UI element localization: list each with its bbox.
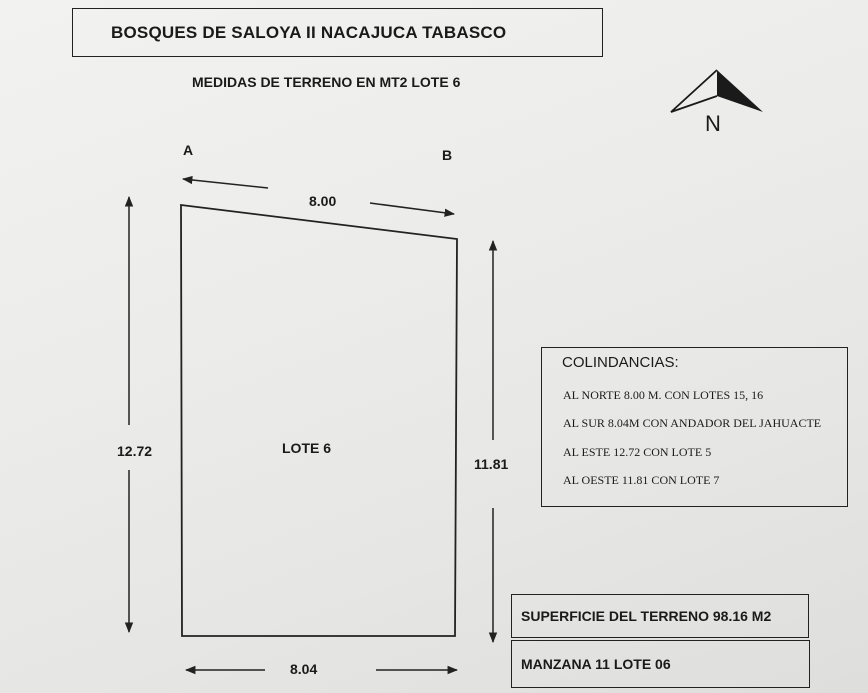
top-arrow-left bbox=[183, 179, 268, 188]
colindancias-title: COLINDANCIAS: bbox=[562, 354, 679, 371]
corner-label-b: B bbox=[442, 147, 453, 163]
lot-label: LOTE 6 bbox=[282, 440, 332, 456]
corner-label-a: A bbox=[183, 142, 194, 158]
page-title: BOSQUES DE SALOYA II NACAJUCA TABASCO bbox=[111, 22, 507, 42]
measure-right: 11.81 bbox=[474, 456, 509, 472]
colindancias-box bbox=[541, 347, 848, 507]
superficie-text: SUPERFICIE DEL TERRENO 98.16 M2 bbox=[521, 608, 772, 624]
measure-bottom: 8.04 bbox=[290, 661, 318, 677]
measure-left: 12.72 bbox=[117, 443, 153, 459]
north-arrow-icon bbox=[671, 70, 763, 112]
lot-outline bbox=[181, 205, 457, 636]
colindancia-este: AL ESTE 12.72 CON LOTE 5 bbox=[563, 445, 712, 459]
colindancia-oeste: AL OESTE 11.81 CON LOTE 7 bbox=[563, 473, 720, 487]
colindancia-norte: AL NORTE 8.00 M. CON LOTES 15, 16 bbox=[563, 388, 764, 402]
measure-top: 8.00 bbox=[309, 193, 337, 209]
subtitle: MEDIDAS DE TERRENO EN MT2 LOTE 6 bbox=[192, 74, 461, 90]
compass-label: N bbox=[705, 111, 721, 136]
superficie-box bbox=[511, 594, 809, 638]
top-arrow-right bbox=[370, 203, 454, 214]
colindancia-sur: AL SUR 8.04M CON ANDADOR DEL JAHUACTE bbox=[563, 416, 822, 430]
manzana-box bbox=[511, 640, 810, 688]
manzana-text: MANZANA 11 LOTE 06 bbox=[521, 656, 671, 672]
